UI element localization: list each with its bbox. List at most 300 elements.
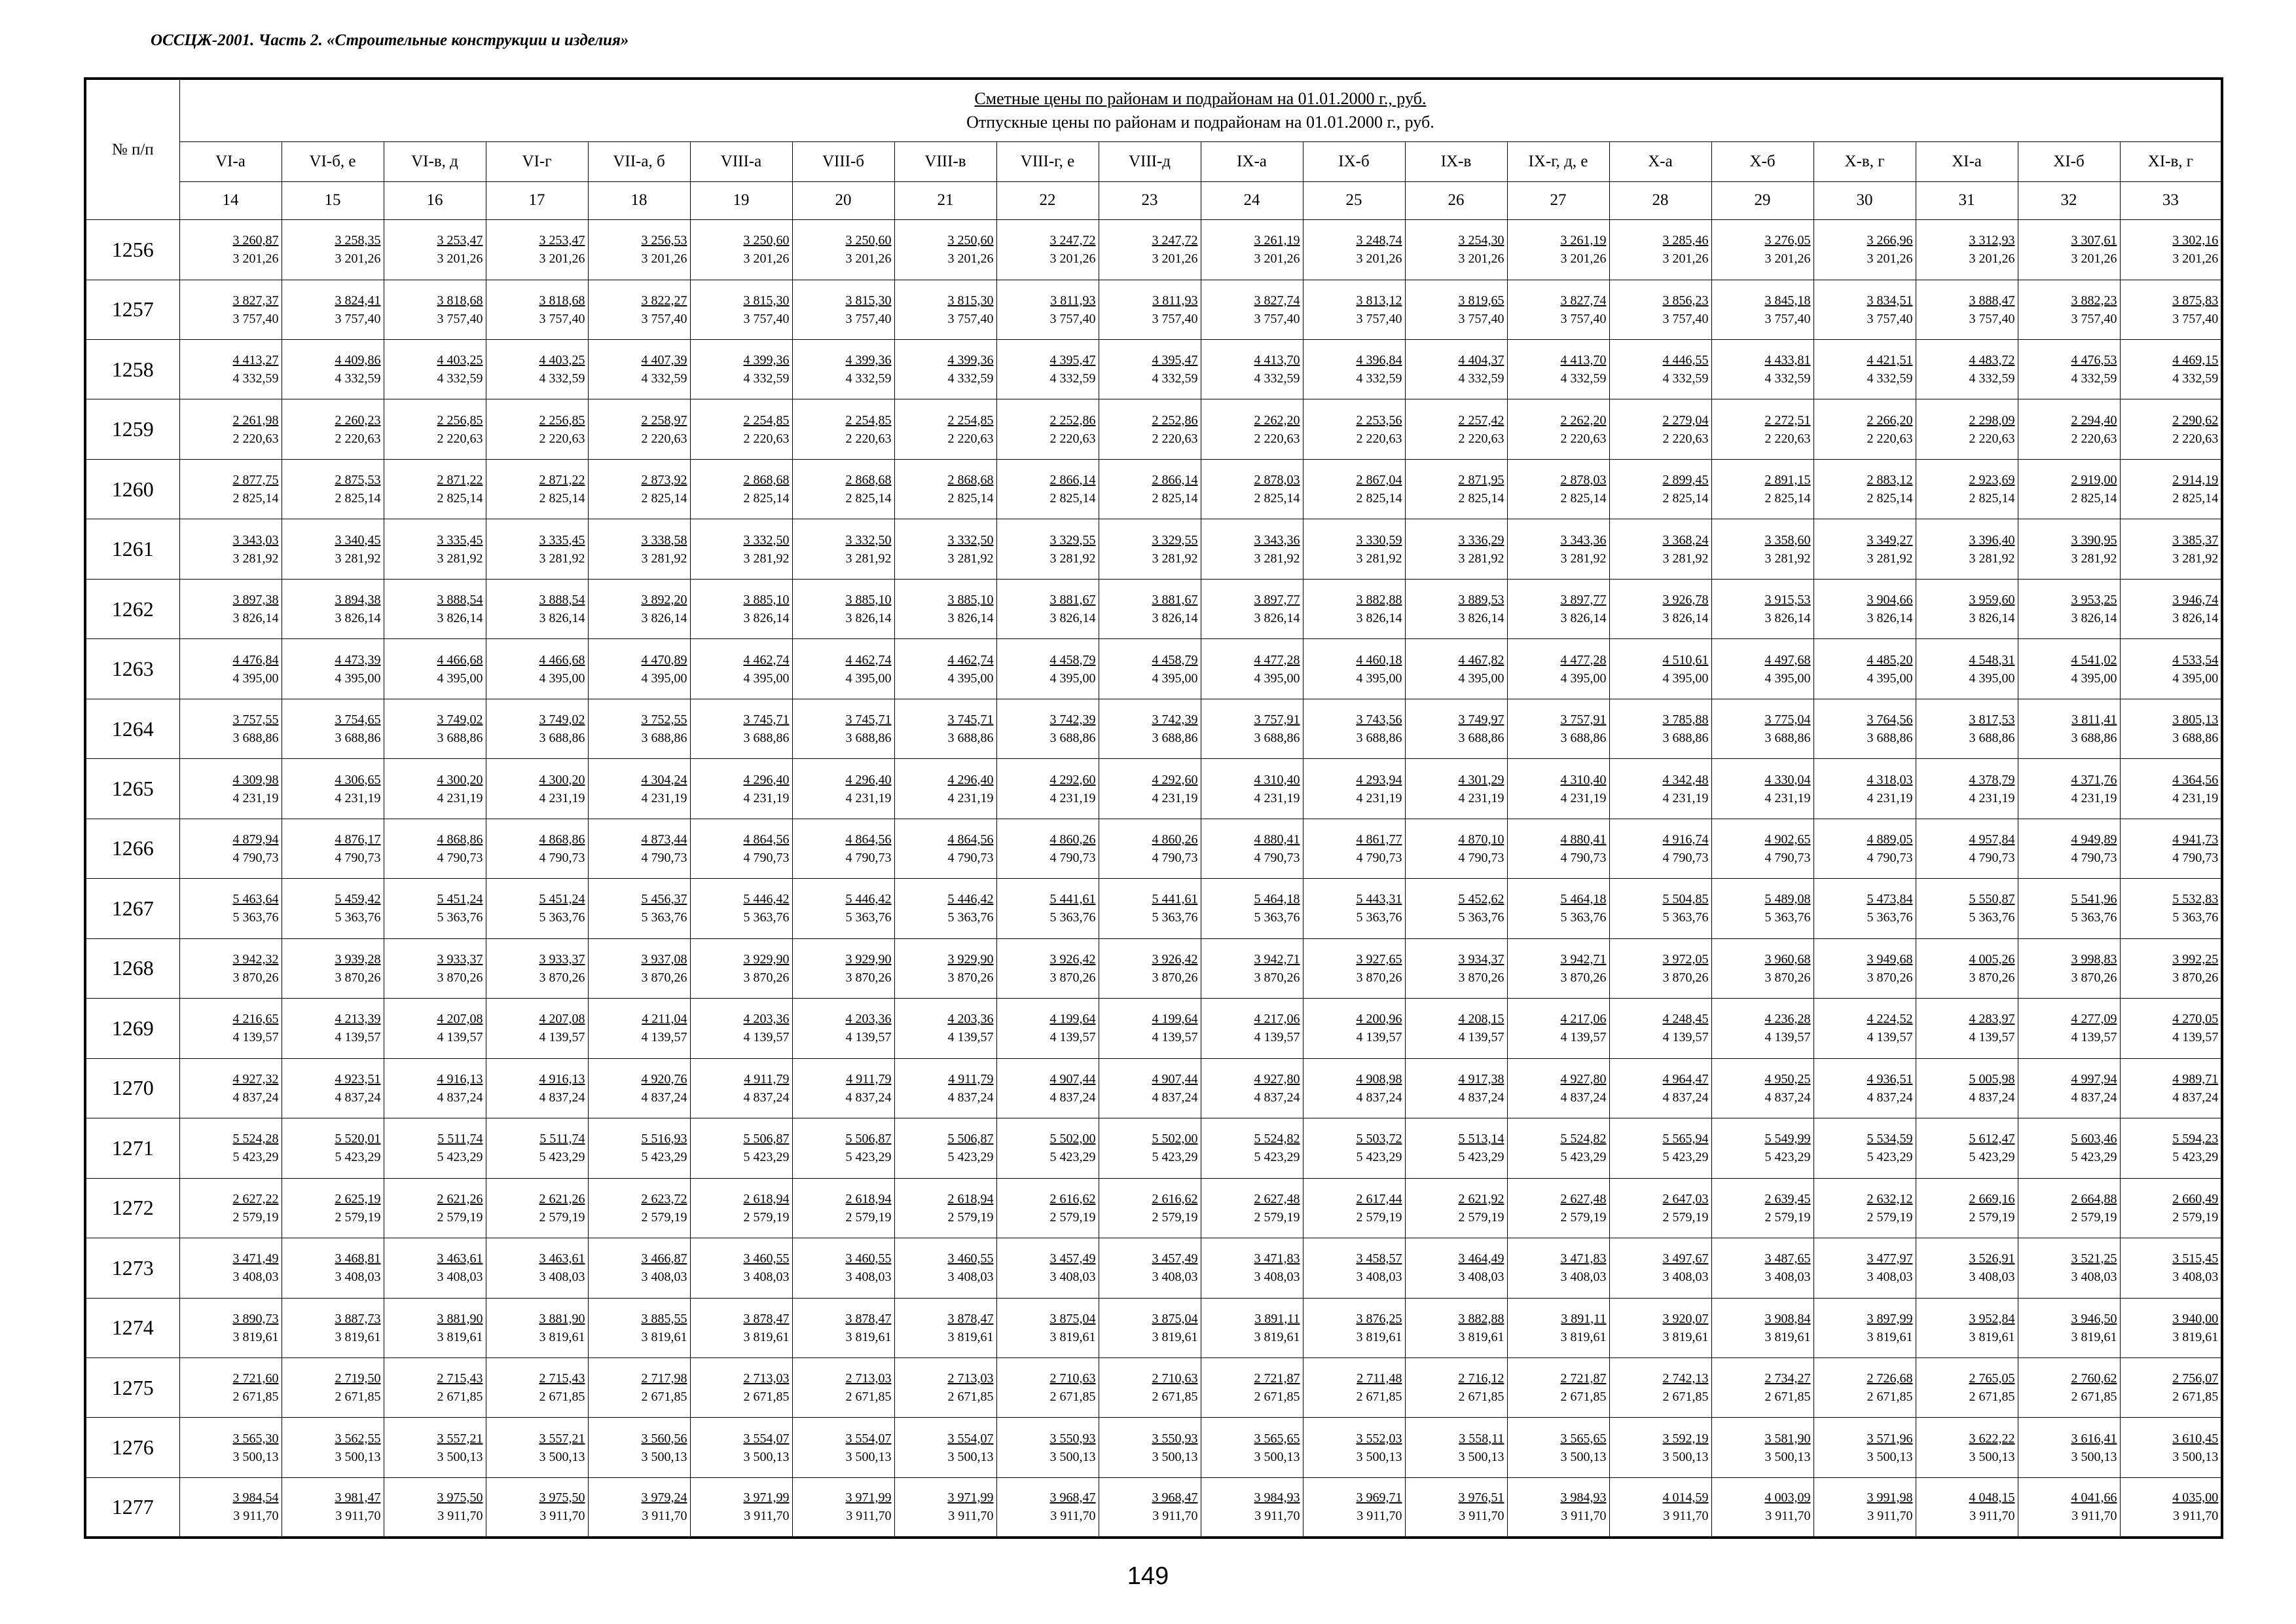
release-price: 4 790,73 [845,850,892,865]
price-cell [384,639,486,699]
release-price: 3 826,14 [437,611,483,626]
estimated-price [282,1070,381,1088]
price-cell [384,399,486,459]
release-price: 3 408,03 [1662,1270,1709,1285]
price-cell [996,459,1099,519]
region-header: VIII-д [1099,142,1201,181]
estimated-price-value: 2 875,53 [335,473,381,488]
estimated-price-value: 3 887,73 [335,1311,381,1326]
release-price: 3 408,03 [1152,1270,1198,1285]
release-price: 4 790,73 [947,850,994,865]
release-price: 2 671,85 [845,1390,892,1405]
estimated-price-value: 3 824,41 [335,293,381,308]
estimated-price [1712,1190,1811,1208]
release-price: 3 826,14 [1560,611,1607,626]
estimated-price-value: 2 715,43 [539,1371,585,1386]
region-header: IX-а [1201,142,1303,181]
release-price: 3 408,03 [232,1270,279,1285]
release-price: 2 220,63 [539,431,585,446]
estimated-price-value: 5 524,82 [1254,1132,1300,1147]
estimated-price-value: 2 734,27 [1764,1371,1811,1386]
estimated-price-value: 2 867,04 [1356,473,1402,488]
price-cell [1303,1418,1405,1477]
estimated-price-value: 3 743,56 [1356,712,1402,728]
release-price: 4 231,19 [1662,790,1709,805]
estimated-price [486,1190,585,1208]
release-price: 4 139,57 [743,1030,790,1045]
release-price: 3 870,26 [947,970,994,985]
release-price: 2 825,14 [1458,491,1504,506]
estimated-price [486,1070,585,1088]
price-cell [1916,879,2018,938]
estimated-price [2018,1010,2117,1028]
estimated-price-value: 3 897,77 [1560,593,1607,608]
price-cell [588,1418,690,1477]
release-price: 3 688,86 [641,731,687,746]
estimated-price [1201,1010,1300,1028]
price-cell [1609,639,1711,699]
price-cell [792,819,894,878]
estimated-price-value: 3 329,55 [1152,532,1198,547]
estimated-price [1099,1249,1198,1268]
release-price: 4 231,19 [1560,790,1607,805]
estimated-price-value: 4 203,36 [845,1012,892,1027]
estimated-price-value: 3 979,24 [641,1490,687,1505]
estimated-price-value: 4 936,51 [1867,1071,1913,1086]
release-price: 3 826,14 [1049,611,1096,626]
estimated-price [1508,1130,1607,1148]
estimated-price [282,291,381,310]
estimated-price [384,291,483,310]
estimated-price-value: 2 871,22 [437,473,483,488]
price-cell [282,1058,384,1118]
price-cell [1609,459,1711,519]
estimated-price [1916,1190,2015,1208]
table-row [85,220,2222,280]
row-number: 1272 [85,1178,179,1238]
release-price: 4 139,57 [845,1030,892,1045]
release-price: 3 826,14 [335,611,381,626]
estimated-price-value: 4 248,45 [1662,1012,1709,1027]
price-cell [282,1118,384,1178]
table-row [85,1357,2222,1417]
release-price: 3 911,70 [2173,1509,2219,1524]
estimated-price [2121,231,2219,249]
estimated-price-value: 4 864,56 [947,832,994,847]
column-number: 21 [894,181,996,219]
release-price: 3 819,61 [2172,1329,2219,1344]
price-cell [792,699,894,758]
estimated-price [384,231,483,249]
estimated-price-value: 3 565,65 [1560,1431,1607,1446]
release-price: 3 281,92 [947,551,994,566]
estimated-price [1099,1190,1198,1208]
release-price: 3 688,86 [2172,731,2219,746]
release-price: 2 220,63 [335,431,381,446]
price-cell [690,220,792,280]
estimated-price-value: 5 503,72 [1356,1132,1402,1147]
estimated-price-value: 2 721,60 [232,1371,279,1386]
estimated-price [2121,351,2219,369]
price-cell [1303,1298,1405,1357]
release-price: 4 139,57 [947,1030,994,1045]
price-cell [486,399,588,459]
estimated-price [1303,1130,1402,1148]
estimated-price-value: 3 565,65 [1254,1431,1300,1446]
price-cell [384,519,486,579]
estimated-price [895,1488,994,1507]
release-price: 5 363,76 [1152,910,1198,925]
price-cell [996,639,1099,699]
price-cell [486,999,588,1058]
estimated-price [1303,1249,1402,1268]
estimated-price [589,411,687,430]
release-price: 4 231,19 [1969,790,2015,805]
release-price: 3 819,61 [1662,1329,1709,1344]
price-cell [996,1118,1099,1178]
estimated-price-value: 4 911,79 [744,1071,790,1086]
estimated-price-value: 3 946,74 [2172,593,2219,608]
estimated-price [691,830,790,849]
estimated-price-value: 2 866,14 [1152,473,1198,488]
estimated-price-value: 4 868,86 [437,832,483,847]
estimated-price-value: 3 253,47 [539,233,585,248]
estimated-price-value: 4 318,03 [1867,772,1913,787]
estimated-price [180,351,279,369]
release-price: 2 825,14 [947,491,994,506]
table-row [85,340,2222,399]
estimated-price [486,651,585,669]
estimated-price-value: 3 811,93 [1050,293,1096,308]
price-cell [1099,1238,1201,1298]
estimated-price [1303,531,1402,549]
estimated-price-value: 4 395,47 [1152,353,1198,368]
estimated-price-value: 3 875,04 [1152,1311,1198,1326]
release-price: 2 579,19 [1254,1209,1300,1225]
price-cell [1916,1118,2018,1178]
release-price: 3 826,14 [845,611,892,626]
release-price: 3 688,86 [1356,731,1402,746]
release-price: 3 911,70 [1765,1509,1811,1524]
price-cell [2120,1357,2222,1417]
estimated-price-value: 5 504,85 [1662,892,1709,907]
price-cell [894,819,996,878]
estimated-price-value: 2 919,00 [2071,473,2117,488]
price-cell [1609,1418,1711,1477]
release-price: 4 395,00 [1867,671,1913,686]
release-price: 3 500,13 [1867,1449,1913,1464]
estimated-price-value: 2 710,63 [1152,1371,1198,1386]
price-cell [179,519,282,579]
release-price: 4 837,24 [1867,1090,1913,1105]
price-cell [486,819,588,878]
estimated-price-value: 3 250,60 [845,233,892,248]
estimated-price [589,1249,687,1268]
price-cell [1303,1178,1405,1238]
estimated-price [2018,950,2117,969]
price-cell [2018,1298,2120,1357]
release-price: 3 281,92 [743,551,790,566]
estimated-price-value: 3 775,04 [1764,712,1811,728]
estimated-price [282,950,381,969]
row-number: 1277 [85,1477,179,1538]
estimated-price-value: 2 621,26 [539,1191,585,1206]
table-row [85,938,2222,998]
estimated-price [1814,291,1913,310]
region-header: VI-г [486,142,588,181]
estimated-price-value: 2 877,75 [232,473,279,488]
estimated-price-value: 3 338,58 [641,532,687,547]
price-cell [996,759,1099,819]
release-price: 3 408,03 [1560,1270,1607,1285]
price-cell [1201,819,1303,878]
estimated-price [384,531,483,549]
release-price: 2 220,63 [947,431,994,446]
price-cell [2018,1418,2120,1477]
price-cell [1916,1418,2018,1477]
estimated-price-value: 3 554,07 [845,1431,892,1446]
estimated-price [793,291,892,310]
estimated-price [384,830,483,849]
estimated-price-value: 4 458,79 [1049,652,1096,667]
column-number: 16 [384,181,486,219]
estimated-price [1712,1249,1811,1268]
release-price: 3 911,70 [1050,1509,1096,1524]
estimated-price [282,1430,381,1448]
price-cell [690,1178,792,1238]
estimated-price [1508,1070,1607,1088]
release-price: 2 825,14 [1560,491,1607,506]
estimated-price [1508,591,1607,609]
price-cell [1916,280,2018,339]
price-cell [1507,399,1609,459]
estimated-price-value: 3 335,45 [539,532,585,547]
estimated-price-value: 3 330,59 [1356,532,1402,547]
price-cell [282,699,384,758]
estimated-price [691,471,790,489]
estimated-price [2121,1130,2219,1148]
estimated-price-value: 2 621,26 [437,1191,483,1206]
estimated-price [793,471,892,489]
release-price: 4 790,73 [2172,850,2219,865]
price-cell [1711,1357,1813,1417]
estimated-price-value: 4 467,82 [1458,652,1504,667]
estimated-price-value: 2 719,50 [335,1371,381,1386]
estimated-price-value: 4 371,76 [2071,772,2117,787]
row-number: 1274 [85,1298,179,1357]
estimated-price-value: 4 207,08 [437,1012,483,1027]
estimated-price [1303,710,1402,729]
estimated-price-value: 2 618,94 [845,1191,892,1206]
price-cell [486,340,588,399]
estimated-price-value: 3 742,39 [1049,712,1096,728]
column-number: 33 [2120,181,2222,219]
estimated-price-value: 3 889,53 [1458,593,1504,608]
price-cell [1201,340,1303,399]
release-price: 4 837,24 [1356,1090,1402,1105]
price-cell [1201,1118,1303,1178]
region-header: X-а [1609,142,1711,181]
price-cell [1916,938,2018,998]
estimated-price [1610,1369,1709,1388]
estimated-price-value: 4 399,36 [947,353,994,368]
price-cell [1507,1477,1609,1538]
region-header: VIII-в [894,142,996,181]
price-cell [894,1418,996,1477]
price-cell [1813,519,1916,579]
estimated-price [1508,651,1607,669]
estimated-price [691,231,790,249]
release-price: 3 757,40 [1458,311,1504,326]
estimated-price [895,1070,994,1088]
release-price: 4 395,00 [335,671,381,686]
price-cell [1405,399,1507,459]
price-cell [1609,579,1711,638]
estimated-price [1610,411,1709,430]
price-cell [894,399,996,459]
estimated-price [895,950,994,969]
estimated-price-value: 3 260,87 [232,233,279,248]
estimated-price-value: 3 971,99 [845,1490,892,1505]
price-cell [1405,699,1507,758]
estimated-price-value: 5 565,94 [1662,1132,1709,1147]
release-price: 4 837,24 [947,1090,994,1105]
price-cell [894,280,996,339]
release-price: 2 671,85 [1560,1390,1607,1405]
estimated-price [1303,591,1402,609]
price-cell [894,340,996,399]
estimated-price-value: 2 298,09 [1969,413,2015,428]
estimated-price-value: 3 817,53 [1969,712,2015,728]
estimated-price [2121,771,2219,789]
estimated-price [793,1010,892,1028]
estimated-price-value: 2 261,98 [232,413,279,428]
release-price: 2 579,19 [1867,1209,1913,1225]
estimated-price [1303,1310,1402,1328]
price-cell [179,459,282,519]
estimated-price-value: 3 971,99 [743,1490,790,1505]
release-price: 3 201,26 [1969,251,2015,267]
estimated-price [1610,531,1709,549]
estimated-price-value: 4 342,48 [1662,772,1709,787]
release-price: 4 231,19 [641,790,687,805]
price-cell [486,1118,588,1178]
estimated-price [589,1369,687,1388]
price-cell [486,1477,588,1538]
estimated-price [1406,830,1504,849]
price-cell [2120,399,2222,459]
estimated-price-value: 4 301,29 [1458,772,1504,787]
estimated-price-value: 3 302,16 [2172,233,2219,248]
price-cell [1711,1178,1813,1238]
release-price: 4 790,73 [335,850,381,865]
estimated-price [1508,710,1607,729]
release-price: 2 220,63 [1764,431,1811,446]
estimated-price-value: 4 957,84 [1969,832,2015,847]
price-cell [588,459,690,519]
estimated-price [589,1430,687,1448]
price-cell [996,819,1099,878]
price-cell [1711,639,1813,699]
release-price: 2 579,19 [947,1209,994,1225]
price-cell [1303,1357,1405,1417]
estimated-price [793,1070,892,1088]
release-price: 4 139,57 [1662,1030,1709,1045]
release-price: 4 790,73 [1049,850,1096,865]
price-cell [690,1058,792,1118]
estimated-price-value: 3 349,27 [1867,532,1913,547]
price-cell [690,938,792,998]
estimated-price [1814,1369,1913,1388]
release-price: 4 395,00 [947,671,994,686]
estimated-price [589,1010,687,1028]
price-cell [690,999,792,1058]
release-price: 4 231,19 [1049,790,1096,805]
price-cell [2018,759,2120,819]
estimated-price-value: 3 926,42 [1152,951,1198,967]
price-cell [1405,1477,1507,1538]
release-price: 3 826,14 [1152,611,1198,626]
estimated-price-value: 4 277,09 [2071,1012,2117,1027]
release-price: 3 911,70 [539,1509,585,1524]
estimated-price-value: 4 864,56 [743,832,790,847]
estimated-price [1508,291,1607,310]
estimated-price-value: 3 592,19 [1662,1431,1709,1446]
release-price: 4 139,57 [539,1030,585,1045]
estimated-price-value: 3 968,47 [1152,1490,1198,1505]
estimated-price-value: 3 335,45 [437,532,483,547]
price-cell [1099,340,1201,399]
estimated-price [1099,351,1198,369]
release-price: 4 332,59 [1254,371,1300,386]
estimated-price-value: 3 890,73 [232,1311,279,1326]
estimated-price [1610,291,1709,310]
estimated-price-value: 4 396,84 [1356,353,1402,368]
price-cell [1303,759,1405,819]
estimated-price [2121,1430,2219,1448]
estimated-price-value: 4 224,52 [1867,1012,1913,1027]
estimated-price-value: 4 964,47 [1662,1071,1709,1086]
row-number: 1256 [85,220,179,280]
release-price: 4 231,19 [232,790,279,805]
price-cell [894,1118,996,1178]
estimated-price [2018,1130,2117,1148]
release-price: 3 688,86 [335,731,381,746]
release-price: 2 671,85 [437,1390,483,1405]
estimated-price [793,1369,892,1388]
release-price: 3 201,26 [1254,251,1300,267]
release-price: 4 790,73 [232,850,279,865]
estimated-price [589,651,687,669]
estimated-price-value: 4 014,59 [1662,1490,1709,1505]
estimated-price [1406,771,1504,789]
estimated-price-value: 3 881,90 [437,1311,483,1326]
estimated-price-value: 3 764,56 [1867,712,1913,728]
estimated-price [1712,830,1811,849]
estimated-price [2121,830,2219,849]
release-price: 3 757,40 [1254,311,1300,326]
release-price: 4 332,59 [437,371,483,386]
price-cell [894,459,996,519]
estimated-price [1508,1010,1607,1028]
release-price: 3 870,26 [1969,970,2015,985]
release-price: 3 757,40 [335,311,381,326]
price-cell [1507,519,1609,579]
estimated-price-value: 4 270,05 [2172,1012,2219,1027]
estimated-price-value: 3 466,87 [641,1251,687,1266]
release-price: 3 757,40 [845,311,892,326]
estimated-price-value: 3 256,53 [641,233,687,248]
